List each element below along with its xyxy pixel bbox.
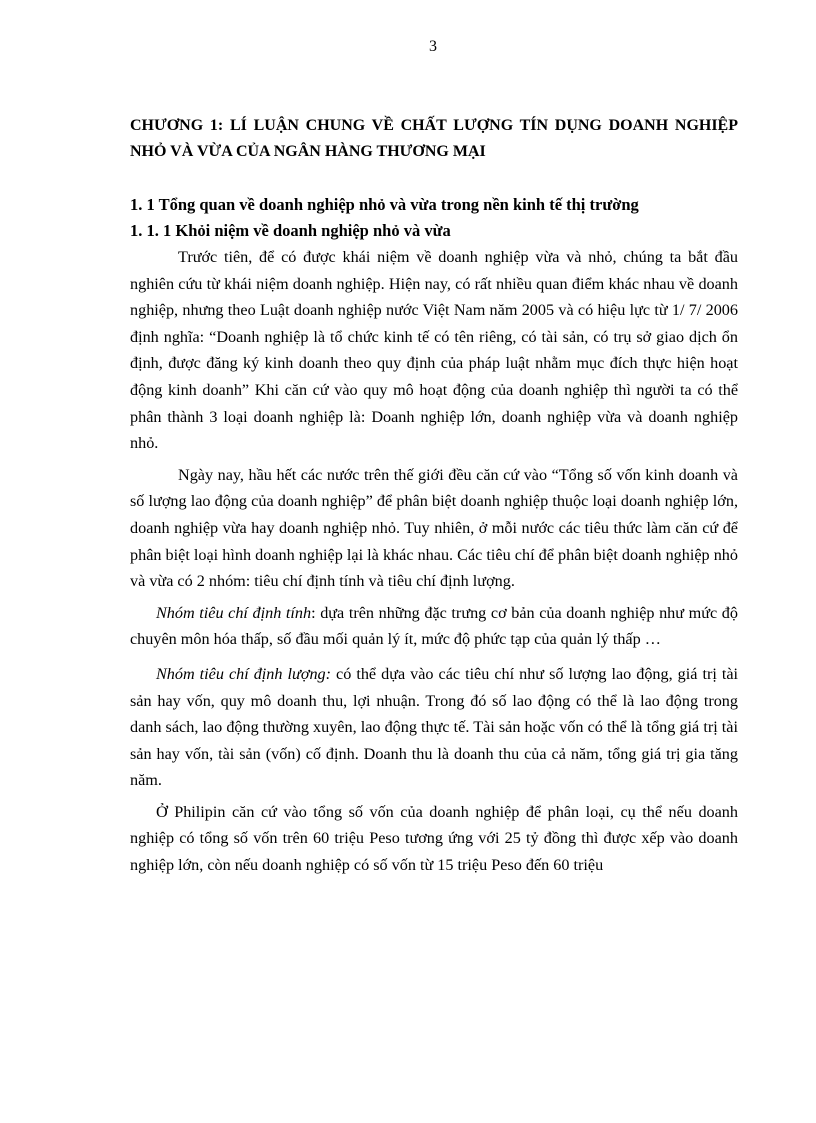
page-number: 3 [429,38,437,55]
quantitative-label: Nhóm tiêu chí định lượng: [156,664,332,683]
paragraph-philippines: Ở Philipin căn cứ vào tổng số vốn của doanh nghiệp để phân loại, cụ thể nếu doanh nghiệp có tổng số vốn trên 60 triệu Peso tương ứng với 25 tỷ đồng thì được xếp vào doanh nghiệp lớn, còn nếu doanh nghiệp có số vốn từ 15 triệu Peso đến 60 triệu [130,802,738,875]
qualitative-label: Nhóm tiêu chí định tính [156,603,312,622]
subsection-heading: 1. 1. 1 Khỏi niệm về doanh nghiệp nhỏ và vừa [130,221,451,240]
chapter-title: CHƯƠNG 1: LÍ LUẬN CHUNG VỀ CHẤT LƯỢNG TÍN DỤNG DOANH NGHIỆP NHỎ VÀ VỪA CỦA NGÂN HÀNG THƯƠNG MẠI [130,117,738,160]
quantitative-text: có thể dựa vào các tiêu chí như số lượng lao động, giá trị tài sản hay vốn, quy mô doanh thu, lợi nhuận. Trong đó số lao động có thể là lao động trong danh sách, lao động thường xuyên, lao động thực tế. Tài sản hoặc vốn có thể là tổng giá trị tài sản hay vốn, tài sản (vốn) cố định. Doanh thu là doanh thu của cả năm, tổng giá trị gia tăng năm. [130,664,739,790]
section-heading: 1. 1 Tổng quan về doanh nghiệp nhỏ và vừa trong nền kinh tế thị trường [130,195,639,214]
page-content [130,113,738,879]
qualitative-text: : dựa trên những đặc trưng cơ bản của doanh nghiệp như mức độ chuyên môn hóa thấp, số đầu mối quản lý ít, mức độ phức tạp của quản lý thấp … [130,603,738,649]
paragraph-criteria: Ngày nay, hầu hết các nước trên thế giới đều căn cứ vào “Tổng số vốn kinh doanh và số lượng lao động của doanh nghiệp” để phân biệt doanh nghiệp thuộc loại doanh nghiệp lớn, doanh nghiệp vừa hay doanh nghiệp nhỏ. Tuy nhiên, ở mỗi nước các tiêu thức làm căn cứ để phân biệt loại hình doanh nghiệp lại là khác nhau. Các tiêu chí để phân biệt doanh nghiệp nhỏ và vừa có 2 nhóm: tiêu chí định tính và tiêu chí định lượng. [130,465,738,591]
paragraph-qualitative [130,600,738,653]
paragraph-definition: Trước tiên, để có được khái niệm về doanh nghiệp vừa và nhỏ, chúng ta bắt đầu nghiên cứu từ khái niệm doanh nghiệp. Hiện nay, có rất nhiều quan điểm khác nhau về doanh nghiệp, nhưng theo Luật doanh nghiệp nước Việt Nam năm 2005 và có hiệu lực từ 1/ 7/ 2006 định nghĩa: “Doanh nghiệp là tổ chức kinh tế có tên riêng, có tài sản, có trụ sở giao dịch ổn định, được đăng ký kinh doanh theo quy định của pháp luật nhằm mục đích thực hiện hoạt động kinh doanh” Khi căn cứ vào quy mô hoạt động của doanh nghiệp thì người ta có thể phân thành 3 loại doanh nghiệp là: Doanh nghiệp lớn, doanh nghiệp vừa và doanh nghiệp nhỏ. [130,248,738,453]
paragraph-quantitative [130,661,738,794]
